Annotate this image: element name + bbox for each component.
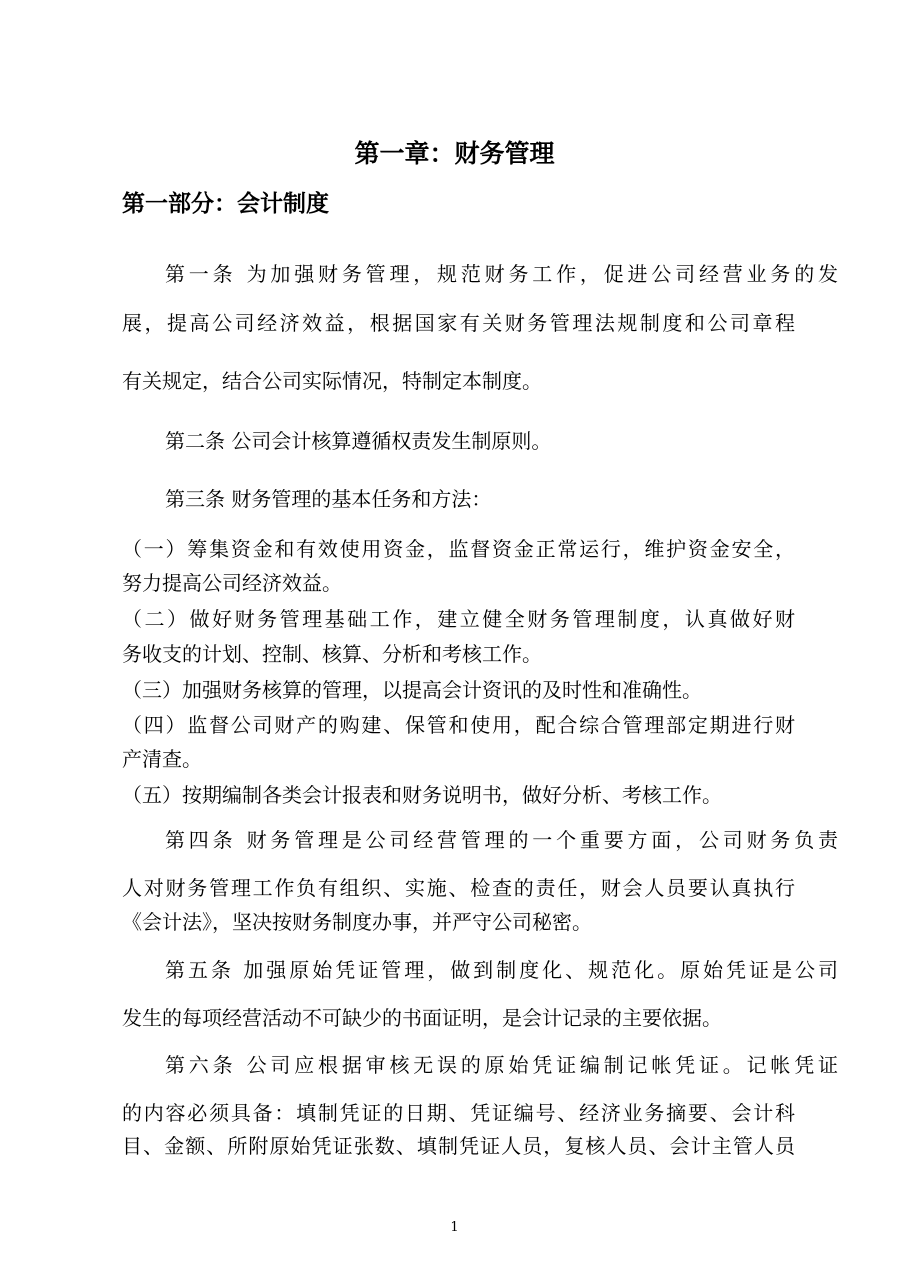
part-title: 第一部分：会计制度 bbox=[122, 190, 329, 217]
item-1-line-2: 努力提高公司经济效益。 bbox=[122, 571, 342, 595]
article-1-line-2: 展，提高公司经济效益，根据国家有关财务管理法规制度和公司章程 bbox=[122, 311, 795, 335]
article-6-line-1: 第六条 公司应根据审核无误的原始凭证编制记帐凭证。记帐凭证 bbox=[165, 1053, 838, 1077]
article-5-line-1: 第五条 加强原始凭证管理，做到制度化、规范化。原始凭证是公司 bbox=[165, 958, 838, 982]
page-number: 1 bbox=[450, 1220, 459, 1235]
article-6-line-2: 的内容必须具备：填制凭证的日期、凭证编号、经济业务摘要、会计科 bbox=[122, 1101, 795, 1125]
article-4-line-3: 《会计法》，坚决按财务制度办事，并严守公司秘密。 bbox=[122, 910, 592, 934]
chapter-title: 第一章：财务管理 bbox=[354, 139, 555, 168]
article-5-line-2: 发生的每项经营活动不可缺少的书面证明，是会计记录的主要依据。 bbox=[122, 1006, 722, 1030]
item-3: （三）加强财务核算的管理，以提高会计资讯的及时性和准确性。 bbox=[122, 678, 702, 702]
article-4-line-1: 第四条 财务管理是公司经营管理的一个重要方面，公司财务负责 bbox=[165, 828, 838, 852]
article-6-line-3: 目、金额、所附原始凭证张数、填制凭证人员，复核人员、会计主管人员 bbox=[122, 1134, 795, 1158]
item-2-line-2: 务收支的计划、控制、核算、分析和考核工作。 bbox=[122, 642, 542, 666]
item-2-line-1: （二）做好财务管理基础工作，建立健全财务管理制度，认真做好财 bbox=[122, 607, 795, 631]
article-2: 第二条 公司会计核算遵循权责发生制原则。 bbox=[165, 429, 552, 453]
item-4-line-1: （四）监督公司财产的购建、保管和使用，配合综合管理部定期进行财 bbox=[122, 713, 795, 737]
article-1-line-1: 第一条 为加强财务管理，规范财务工作，促进公司经营业务的发 bbox=[165, 262, 838, 286]
item-5: （五）按期编制各类会计报表和财务说明书，做好分析、考核工作。 bbox=[122, 783, 722, 807]
article-3: 第三条 财务管理的基本任务和方法： bbox=[165, 487, 492, 511]
article-4-line-2: 人对财务管理工作负有组织、实施、检查的责任，财会人员要认真执行 bbox=[122, 876, 795, 900]
article-1-line-3: 有关规定，结合公司实际情况，特制定本制度。 bbox=[122, 369, 542, 393]
item-4-line-2: 产清查。 bbox=[122, 747, 202, 771]
item-1-line-1: （一）筹集资金和有效使用资金，监督资金正常运行，维护资金安全， bbox=[122, 537, 795, 561]
